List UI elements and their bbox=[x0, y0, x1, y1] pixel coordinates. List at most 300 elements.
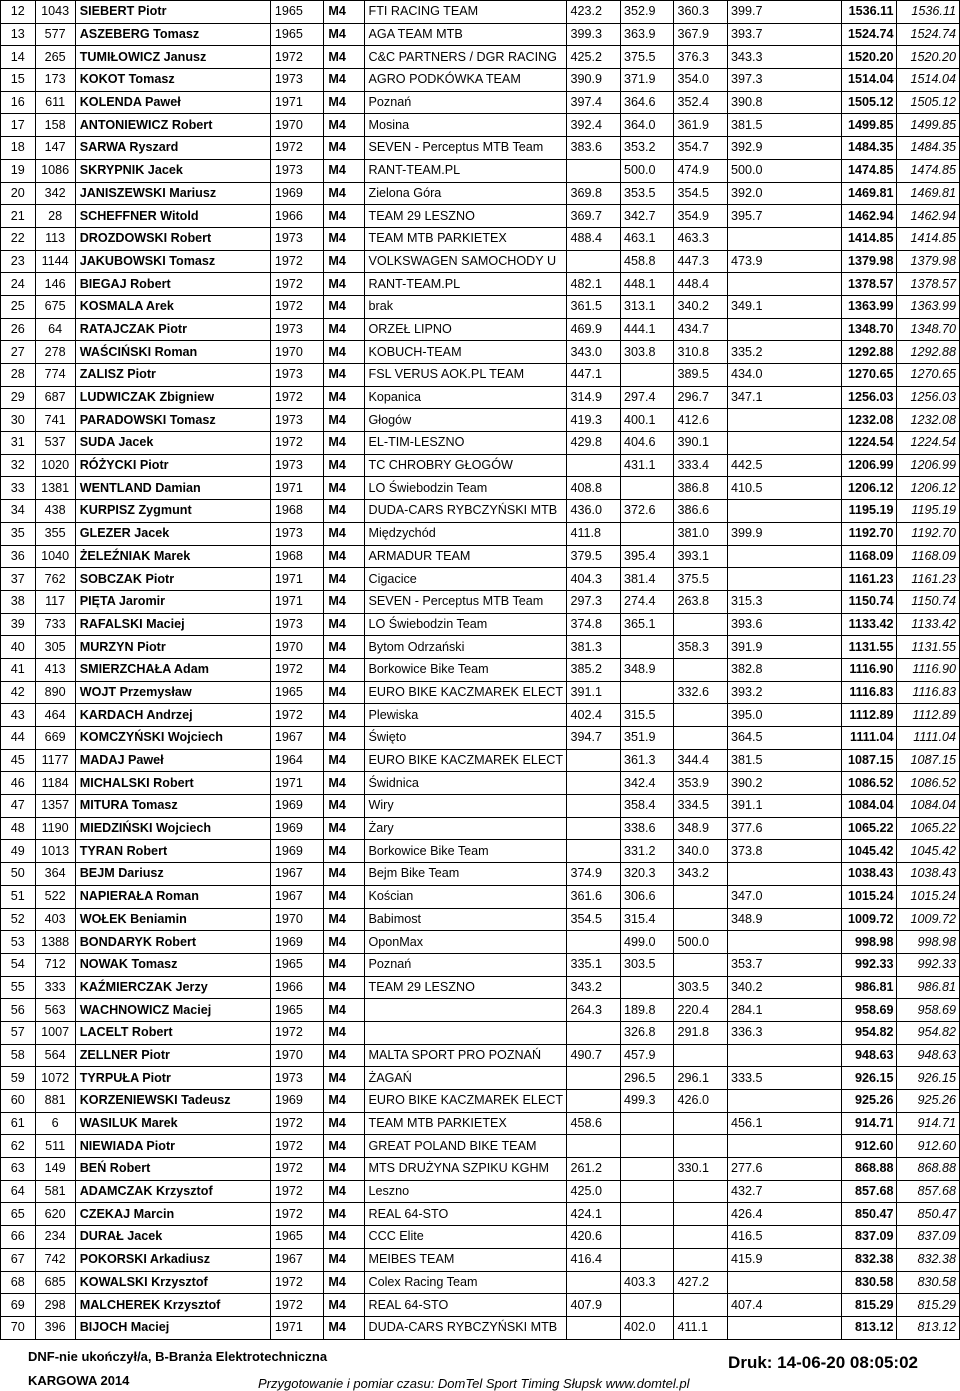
name-cell: ZELLNER Piotr bbox=[75, 1044, 270, 1067]
stage-4-cell: 391.1 bbox=[727, 795, 841, 818]
stage-4-cell: 353.7 bbox=[727, 953, 841, 976]
points-total-cell: 954.82 bbox=[841, 1021, 897, 1044]
points-total-cell: 958.69 bbox=[841, 999, 897, 1022]
stage-1-cell: 420.6 bbox=[567, 1226, 621, 1249]
place-cell: 26 bbox=[1, 318, 36, 341]
stage-1-cell bbox=[567, 454, 621, 477]
stage-1-cell: 429.8 bbox=[567, 432, 621, 455]
place-cell: 16 bbox=[1, 91, 36, 114]
category-cell: M4 bbox=[324, 1294, 364, 1317]
stage-3-cell: 375.5 bbox=[674, 568, 728, 591]
table-row bbox=[1, 1158, 960, 1181]
category-cell: M4 bbox=[324, 1248, 364, 1271]
place-cell: 44 bbox=[1, 727, 36, 750]
event-name: KARGOWA 2014 bbox=[28, 1373, 130, 1388]
category-cell: M4 bbox=[324, 953, 364, 976]
points-total-cell: 1009.72 bbox=[841, 908, 897, 931]
name-cell: WAŚCIŃSKI Roman bbox=[75, 341, 270, 364]
points-total-cell: 1484.35 bbox=[841, 137, 897, 160]
place-cell: 43 bbox=[1, 704, 36, 727]
table-row bbox=[1, 1021, 960, 1044]
team-cell: ARMADUR TEAM bbox=[364, 545, 567, 568]
stage-3-cell bbox=[674, 613, 728, 636]
stage-3-cell bbox=[674, 658, 728, 681]
category-cell: M4 bbox=[324, 1044, 364, 1067]
name-cell: SUDA Jacek bbox=[75, 432, 270, 455]
team-cell: Kościan bbox=[364, 885, 567, 908]
team-cell: LO Świebodzin Team bbox=[364, 477, 567, 500]
stage-2-cell: 448.1 bbox=[620, 273, 674, 296]
result-cell: 1348.70 bbox=[897, 318, 960, 341]
table-row bbox=[1, 273, 960, 296]
bib-cell: 1184 bbox=[35, 772, 75, 795]
result-cell: 837.09 bbox=[897, 1226, 960, 1249]
bib-cell: 413 bbox=[35, 658, 75, 681]
stage-2-cell: 500.0 bbox=[620, 159, 674, 182]
stage-3-cell bbox=[674, 1180, 728, 1203]
stage-4-cell: 456.1 bbox=[727, 1112, 841, 1135]
bib-cell: 28 bbox=[35, 205, 75, 228]
place-cell: 37 bbox=[1, 568, 36, 591]
result-cell: 1192.70 bbox=[897, 522, 960, 545]
name-cell: SIEBERT Piotr bbox=[75, 1, 270, 24]
table-row bbox=[1, 500, 960, 523]
category-cell: M4 bbox=[324, 908, 364, 931]
category-cell: M4 bbox=[324, 885, 364, 908]
stage-2-cell: 326.8 bbox=[620, 1021, 674, 1044]
points-total-cell: 1045.42 bbox=[841, 840, 897, 863]
table-row bbox=[1, 137, 960, 160]
stage-1-cell: 399.3 bbox=[567, 23, 621, 46]
bib-cell: 64 bbox=[35, 318, 75, 341]
place-cell: 39 bbox=[1, 613, 36, 636]
stage-3-cell: 220.4 bbox=[674, 999, 728, 1022]
category-cell: M4 bbox=[324, 477, 364, 500]
category-cell: M4 bbox=[324, 159, 364, 182]
points-total-cell: 992.33 bbox=[841, 953, 897, 976]
birth-year-cell: 1970 bbox=[270, 1044, 324, 1067]
table-row bbox=[1, 205, 960, 228]
stage-3-cell bbox=[674, 1112, 728, 1135]
stage-2-cell bbox=[620, 1248, 674, 1271]
team-cell: AGRO PODKÓWKA TEAM bbox=[364, 69, 567, 92]
team-cell: TEAM 29 LESZNO bbox=[364, 205, 567, 228]
stage-4-cell: 349.1 bbox=[727, 295, 841, 318]
stage-2-cell: 371.9 bbox=[620, 69, 674, 92]
team-cell: REAL 64-STO bbox=[364, 1203, 567, 1226]
team-cell: Zielona Góra bbox=[364, 182, 567, 205]
table-row bbox=[1, 1180, 960, 1203]
points-total-cell: 1206.99 bbox=[841, 454, 897, 477]
place-cell: 30 bbox=[1, 409, 36, 432]
stage-3-cell: 360.3 bbox=[674, 1, 728, 24]
bib-cell: 1013 bbox=[35, 840, 75, 863]
table-row bbox=[1, 1135, 960, 1158]
birth-year-cell: 1969 bbox=[270, 795, 324, 818]
stage-2-cell bbox=[620, 1294, 674, 1317]
team-cell: MALTA SPORT PRO POZNAŃ bbox=[364, 1044, 567, 1067]
place-cell: 58 bbox=[1, 1044, 36, 1067]
stage-3-cell: 426.0 bbox=[674, 1090, 728, 1113]
team-cell: Międzychód bbox=[364, 522, 567, 545]
team-cell: EURO BIKE KACZMAREK ELECT bbox=[364, 681, 567, 704]
bib-cell: 1190 bbox=[35, 817, 75, 840]
table-row bbox=[1, 159, 960, 182]
table-row bbox=[1, 1271, 960, 1294]
table-row bbox=[1, 522, 960, 545]
bib-cell: 620 bbox=[35, 1203, 75, 1226]
bib-cell: 173 bbox=[35, 69, 75, 92]
stage-1-cell bbox=[567, 749, 621, 772]
place-cell: 53 bbox=[1, 931, 36, 954]
stage-1-cell: 490.7 bbox=[567, 1044, 621, 1067]
bib-cell: 1043 bbox=[35, 1, 75, 24]
table-row bbox=[1, 885, 960, 908]
points-total-cell: 837.09 bbox=[841, 1226, 897, 1249]
place-cell: 24 bbox=[1, 273, 36, 296]
name-cell: LUDWICZAK Zbigniew bbox=[75, 386, 270, 409]
print-timestamp: Druk: 14-06-20 08:05:02 bbox=[728, 1353, 918, 1372]
bib-cell: 577 bbox=[35, 23, 75, 46]
place-cell: 41 bbox=[1, 658, 36, 681]
category-cell: M4 bbox=[324, 1180, 364, 1203]
stage-2-cell: 358.4 bbox=[620, 795, 674, 818]
stage-1-cell bbox=[567, 250, 621, 273]
stage-2-cell: 375.5 bbox=[620, 46, 674, 69]
stage-2-cell: 458.8 bbox=[620, 250, 674, 273]
points-total-cell: 868.88 bbox=[841, 1158, 897, 1181]
birth-year-cell: 1965 bbox=[270, 23, 324, 46]
name-cell: KOLENDA Paweł bbox=[75, 91, 270, 114]
stage-1-cell bbox=[567, 1316, 621, 1339]
result-cell: 1168.09 bbox=[897, 545, 960, 568]
points-total-cell: 813.12 bbox=[841, 1316, 897, 1339]
table-row bbox=[1, 364, 960, 387]
stage-4-cell: 393.2 bbox=[727, 681, 841, 704]
name-cell: BIJOCH Maciej bbox=[75, 1316, 270, 1339]
birth-year-cell: 1973 bbox=[270, 159, 324, 182]
stage-2-cell: 320.3 bbox=[620, 863, 674, 886]
stage-1-cell bbox=[567, 795, 621, 818]
points-total-cell: 926.15 bbox=[841, 1067, 897, 1090]
bib-cell: 1177 bbox=[35, 749, 75, 772]
stage-3-cell: 358.3 bbox=[674, 636, 728, 659]
category-cell: M4 bbox=[324, 1158, 364, 1181]
stage-3-cell: 296.7 bbox=[674, 386, 728, 409]
result-cell: 1499.85 bbox=[897, 114, 960, 137]
team-cell: Kopanica bbox=[364, 386, 567, 409]
bib-cell: 396 bbox=[35, 1316, 75, 1339]
place-cell: 49 bbox=[1, 840, 36, 863]
table-row bbox=[1, 69, 960, 92]
name-cell: ANTONIEWICZ Robert bbox=[75, 114, 270, 137]
place-cell: 61 bbox=[1, 1112, 36, 1135]
points-total-cell: 1505.12 bbox=[841, 91, 897, 114]
result-cell: 1111.04 bbox=[897, 727, 960, 750]
place-cell: 54 bbox=[1, 953, 36, 976]
place-cell: 27 bbox=[1, 341, 36, 364]
points-total-cell: 1292.88 bbox=[841, 341, 897, 364]
points-total-cell: 914.71 bbox=[841, 1112, 897, 1135]
stage-4-cell: 434.0 bbox=[727, 364, 841, 387]
stage-2-cell: 331.2 bbox=[620, 840, 674, 863]
birth-year-cell: 1971 bbox=[270, 590, 324, 613]
name-cell: MURZYN Piotr bbox=[75, 636, 270, 659]
stage-3-cell: 390.1 bbox=[674, 432, 728, 455]
stage-2-cell: 353.5 bbox=[620, 182, 674, 205]
stage-3-cell: 340.2 bbox=[674, 295, 728, 318]
stage-3-cell: 393.1 bbox=[674, 545, 728, 568]
stage-1-cell: 261.2 bbox=[567, 1158, 621, 1181]
stage-4-cell: 315.3 bbox=[727, 590, 841, 613]
table-row bbox=[1, 590, 960, 613]
birth-year-cell: 1973 bbox=[270, 409, 324, 432]
table-row bbox=[1, 863, 960, 886]
points-total-cell: 1195.19 bbox=[841, 500, 897, 523]
category-cell: M4 bbox=[324, 23, 364, 46]
team-cell: OponMax bbox=[364, 931, 567, 954]
place-cell: 51 bbox=[1, 885, 36, 908]
result-cell: 1150.74 bbox=[897, 590, 960, 613]
stage-1-cell: 424.1 bbox=[567, 1203, 621, 1226]
result-cell: 1065.22 bbox=[897, 817, 960, 840]
name-cell: TYRPUŁA Piotr bbox=[75, 1067, 270, 1090]
birth-year-cell: 1973 bbox=[270, 613, 324, 636]
stage-1-cell: 416.4 bbox=[567, 1248, 621, 1271]
place-cell: 15 bbox=[1, 69, 36, 92]
result-cell: 1206.12 bbox=[897, 477, 960, 500]
birth-year-cell: 1973 bbox=[270, 364, 324, 387]
stage-3-cell: 474.9 bbox=[674, 159, 728, 182]
team-cell: Leszno bbox=[364, 1180, 567, 1203]
stage-2-cell bbox=[620, 1203, 674, 1226]
birth-year-cell: 1971 bbox=[270, 1316, 324, 1339]
category-cell: M4 bbox=[324, 772, 364, 795]
stage-3-cell: 303.5 bbox=[674, 976, 728, 999]
bib-cell: 537 bbox=[35, 432, 75, 455]
result-cell: 1133.42 bbox=[897, 613, 960, 636]
result-cell: 992.33 bbox=[897, 953, 960, 976]
points-total-cell: 925.26 bbox=[841, 1090, 897, 1113]
stage-3-cell bbox=[674, 727, 728, 750]
stage-1-cell bbox=[567, 1271, 621, 1294]
birth-year-cell: 1972 bbox=[270, 1180, 324, 1203]
stage-3-cell bbox=[674, 1044, 728, 1067]
name-cell: LACELT Robert bbox=[75, 1021, 270, 1044]
birth-year-cell: 1965 bbox=[270, 1, 324, 24]
stage-3-cell: 330.1 bbox=[674, 1158, 728, 1181]
category-cell: M4 bbox=[324, 704, 364, 727]
place-cell: 28 bbox=[1, 364, 36, 387]
points-total-cell: 1015.24 bbox=[841, 885, 897, 908]
stage-4-cell: 284.1 bbox=[727, 999, 841, 1022]
stage-2-cell: 296.5 bbox=[620, 1067, 674, 1090]
bib-cell: 712 bbox=[35, 953, 75, 976]
result-cell: 1045.42 bbox=[897, 840, 960, 863]
team-cell: EL-TIM-LESZNO bbox=[364, 432, 567, 455]
stage-2-cell: 372.6 bbox=[620, 500, 674, 523]
stage-3-cell bbox=[674, 1203, 728, 1226]
stage-2-cell: 315.4 bbox=[620, 908, 674, 931]
stage-4-cell: 343.3 bbox=[727, 46, 841, 69]
points-total-cell: 857.68 bbox=[841, 1180, 897, 1203]
bib-cell: 881 bbox=[35, 1090, 75, 1113]
result-cell: 1116.90 bbox=[897, 658, 960, 681]
points-total-cell: 1224.54 bbox=[841, 432, 897, 455]
place-cell: 36 bbox=[1, 545, 36, 568]
category-cell: M4 bbox=[324, 182, 364, 205]
stage-4-cell bbox=[727, 1090, 841, 1113]
name-cell: MIEDZIŃSKI Wojciech bbox=[75, 817, 270, 840]
stage-3-cell: 386.6 bbox=[674, 500, 728, 523]
place-cell: 18 bbox=[1, 137, 36, 160]
name-cell: KOWALSKI Krzysztof bbox=[75, 1271, 270, 1294]
birth-year-cell: 1972 bbox=[270, 295, 324, 318]
stage-1-cell bbox=[567, 772, 621, 795]
place-cell: 57 bbox=[1, 1021, 36, 1044]
birth-year-cell: 1973 bbox=[270, 1067, 324, 1090]
stage-2-cell: 303.5 bbox=[620, 953, 674, 976]
category-cell: M4 bbox=[324, 840, 364, 863]
stage-4-cell: 347.1 bbox=[727, 386, 841, 409]
table-row bbox=[1, 1294, 960, 1317]
place-cell: 14 bbox=[1, 46, 36, 69]
stage-2-cell bbox=[620, 1158, 674, 1181]
stage-4-cell: 393.7 bbox=[727, 23, 841, 46]
name-cell: ADAMCZAK Krzysztof bbox=[75, 1180, 270, 1203]
stage-2-cell bbox=[620, 1112, 674, 1135]
stage-4-cell: 373.8 bbox=[727, 840, 841, 863]
team-cell: MEIBES TEAM bbox=[364, 1248, 567, 1271]
team-cell: Mosina bbox=[364, 114, 567, 137]
result-cell: 1514.04 bbox=[897, 69, 960, 92]
place-cell: 67 bbox=[1, 1248, 36, 1271]
name-cell: POKORSKI Arkadiusz bbox=[75, 1248, 270, 1271]
stage-1-cell: 264.3 bbox=[567, 999, 621, 1022]
table-row bbox=[1, 46, 960, 69]
points-total-cell: 1116.90 bbox=[841, 658, 897, 681]
table-row bbox=[1, 250, 960, 273]
team-cell: Colex Racing Team bbox=[364, 1271, 567, 1294]
bib-cell: 685 bbox=[35, 1271, 75, 1294]
name-cell: PARADOWSKI Tomasz bbox=[75, 409, 270, 432]
table-row bbox=[1, 91, 960, 114]
stage-1-cell: 343.0 bbox=[567, 341, 621, 364]
stage-2-cell: 352.9 bbox=[620, 1, 674, 24]
name-cell: ZALISZ Piotr bbox=[75, 364, 270, 387]
team-cell: FSL VERUS AOK.PL TEAM bbox=[364, 364, 567, 387]
team-cell: RANT-TEAM.PL bbox=[364, 273, 567, 296]
table-row bbox=[1, 727, 960, 750]
result-cell: 857.68 bbox=[897, 1180, 960, 1203]
stage-4-cell: 335.2 bbox=[727, 341, 841, 364]
result-cell: 1379.98 bbox=[897, 250, 960, 273]
place-cell: 40 bbox=[1, 636, 36, 659]
result-cell: 1195.19 bbox=[897, 500, 960, 523]
team-cell: TEAM MTB PARKIETEX bbox=[364, 1112, 567, 1135]
place-cell: 17 bbox=[1, 114, 36, 137]
birth-year-cell: 1973 bbox=[270, 522, 324, 545]
name-cell: WACHNOWICZ Maciej bbox=[75, 999, 270, 1022]
team-cell: RANT-TEAM.PL bbox=[364, 159, 567, 182]
points-total-cell: 986.81 bbox=[841, 976, 897, 999]
stage-2-cell: 463.1 bbox=[620, 227, 674, 250]
place-cell: 19 bbox=[1, 159, 36, 182]
bib-cell: 438 bbox=[35, 500, 75, 523]
stage-3-cell: 386.8 bbox=[674, 477, 728, 500]
table-row bbox=[1, 295, 960, 318]
result-cell: 1206.99 bbox=[897, 454, 960, 477]
stage-3-cell bbox=[674, 953, 728, 976]
place-cell: 66 bbox=[1, 1226, 36, 1249]
bib-cell: 464 bbox=[35, 704, 75, 727]
points-total-cell: 1469.81 bbox=[841, 182, 897, 205]
result-cell: 954.82 bbox=[897, 1021, 960, 1044]
bib-cell: 687 bbox=[35, 386, 75, 409]
stage-4-cell: 392.0 bbox=[727, 182, 841, 205]
birth-year-cell: 1969 bbox=[270, 840, 324, 863]
timing-credit: Przygotowanie i pomiar czasu: DomTel Sport Timing Słupsk www.domtel.pl bbox=[258, 1376, 690, 1391]
result-cell: 830.58 bbox=[897, 1271, 960, 1294]
table-row bbox=[1, 704, 960, 727]
stage-3-cell: 367.9 bbox=[674, 23, 728, 46]
birth-year-cell: 1972 bbox=[270, 1203, 324, 1226]
result-cell: 868.88 bbox=[897, 1158, 960, 1181]
table-row bbox=[1, 1316, 960, 1339]
category-cell: M4 bbox=[324, 749, 364, 772]
team-cell: LO Świebodzin Team bbox=[364, 613, 567, 636]
category-cell: M4 bbox=[324, 69, 364, 92]
category-cell: M4 bbox=[324, 658, 364, 681]
team-cell: Żary bbox=[364, 817, 567, 840]
stage-3-cell: 427.2 bbox=[674, 1271, 728, 1294]
team-cell: CCC Elite bbox=[364, 1226, 567, 1249]
stage-2-cell: 363.9 bbox=[620, 23, 674, 46]
bib-cell: 364 bbox=[35, 863, 75, 886]
result-cell: 1131.55 bbox=[897, 636, 960, 659]
name-cell: NIEWIADA Piotr bbox=[75, 1135, 270, 1158]
bib-cell: 581 bbox=[35, 1180, 75, 1203]
place-cell: 68 bbox=[1, 1271, 36, 1294]
team-cell: Świdnica bbox=[364, 772, 567, 795]
stage-4-cell: 381.5 bbox=[727, 749, 841, 772]
place-cell: 70 bbox=[1, 1316, 36, 1339]
points-total-cell: 832.38 bbox=[841, 1248, 897, 1271]
team-cell: Bytom Odrzański bbox=[364, 636, 567, 659]
stage-2-cell: 274.4 bbox=[620, 590, 674, 613]
place-cell: 62 bbox=[1, 1135, 36, 1158]
birth-year-cell: 1965 bbox=[270, 999, 324, 1022]
stage-1-cell bbox=[567, 1067, 621, 1090]
bib-cell: 158 bbox=[35, 114, 75, 137]
stage-4-cell: 415.9 bbox=[727, 1248, 841, 1271]
name-cell: MITURA Tomasz bbox=[75, 795, 270, 818]
name-cell: PIĘTA Jaromir bbox=[75, 590, 270, 613]
team-cell: Borkowice Bike Team bbox=[364, 658, 567, 681]
bib-cell: 1040 bbox=[35, 545, 75, 568]
name-cell: KAŹMIERCZAK Jerzy bbox=[75, 976, 270, 999]
team-cell bbox=[364, 1021, 567, 1044]
stage-4-cell: 500.0 bbox=[727, 159, 841, 182]
stage-4-cell: 393.6 bbox=[727, 613, 841, 636]
stage-1-cell bbox=[567, 1021, 621, 1044]
name-cell: KOSMALA Arek bbox=[75, 295, 270, 318]
category-cell: M4 bbox=[324, 999, 364, 1022]
stage-1-cell: 361.6 bbox=[567, 885, 621, 908]
birth-year-cell: 1972 bbox=[270, 1135, 324, 1158]
stage-3-cell bbox=[674, 1294, 728, 1317]
stage-4-cell: 397.3 bbox=[727, 69, 841, 92]
